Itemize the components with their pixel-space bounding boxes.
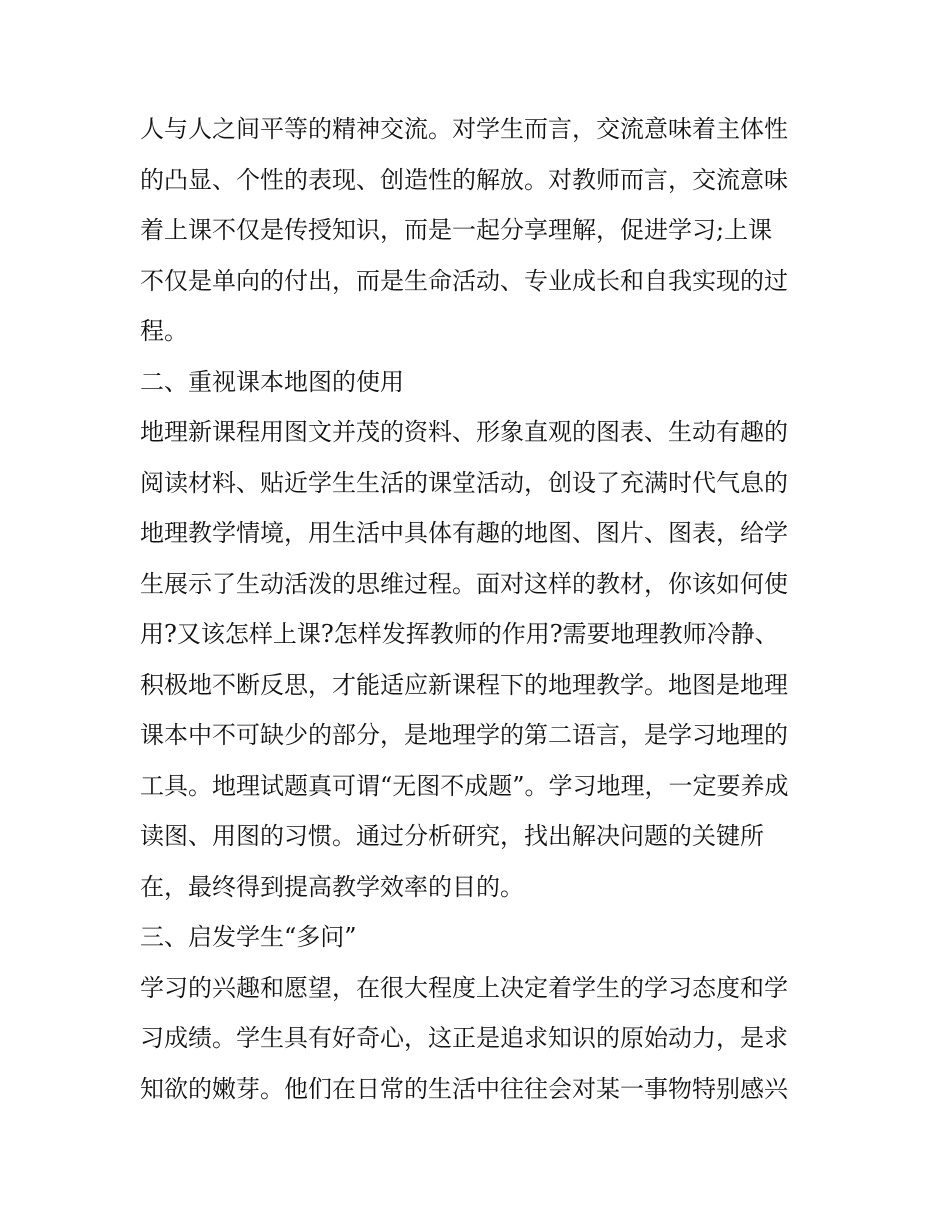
- text-line: 不仅是单向的付出，而是生命活动、专业成长和自我实现的过: [140, 266, 788, 295]
- section-heading: 三、启发学生“多问”: [140, 923, 357, 951]
- body-text: [140, 104, 820, 1114]
- text-line: 知欲的嫩芽。他们在日常的生活中往往会对某一事物特别感兴: [140, 1074, 788, 1103]
- text-line: 程。: [140, 317, 188, 345]
- text-line: 用?又该怎样上课?怎样发挥教师的作用?需要地理教师冷静、: [140, 620, 779, 648]
- text-line: 生展示了生动活泼的思维过程。面对这样的教材，你该如何使: [140, 569, 788, 598]
- text-line: 积极地不断反思，才能适应新课程下的地理教学。地图是地理: [140, 670, 788, 699]
- text-line: 工具。地理试题真可谓“无图不成题”。学习地理，一定要养成: [140, 771, 789, 800]
- text-line: 人与人之间平等的精神交流。对学生而言，交流意味着主体性: [140, 115, 788, 143]
- text-line: 读图、用图的习惯。通过分析研究，找出解决问题的关键所: [140, 822, 764, 850]
- text-line: 地理教学情境，用生活中具体有趣的地图、图片、图表，给学: [140, 519, 788, 547]
- text-line: 着上课不仅是传授知识，而是一起分享理解，促进学习;上课: [140, 216, 773, 244]
- section-heading: 二、重视课本地图的使用: [140, 367, 404, 396]
- text-line: 在，最终得到提高教学效率的目的。: [140, 872, 524, 901]
- text-line: 地理新课程用图文并茂的资料、形象直观的图表、生动有趣的: [140, 418, 788, 446]
- text-line: 学习的兴趣和愿望，在很大程度上决定着学生的学习态度和学: [140, 973, 788, 1002]
- text-line: 习成绩。学生具有好奇心，这正是追求知识的原始动力，是求: [140, 1024, 788, 1052]
- text-line: 课本中不可缺少的部分，是地理学的第二语言，是学习地理的: [140, 721, 788, 749]
- text-line: 的凸显、个性的表现、创造性的解放。对教师而言，交流意味: [140, 165, 788, 194]
- text-line: 阅读材料、贴近学生生活的课堂活动，创设了充满时代气息的: [140, 468, 788, 497]
